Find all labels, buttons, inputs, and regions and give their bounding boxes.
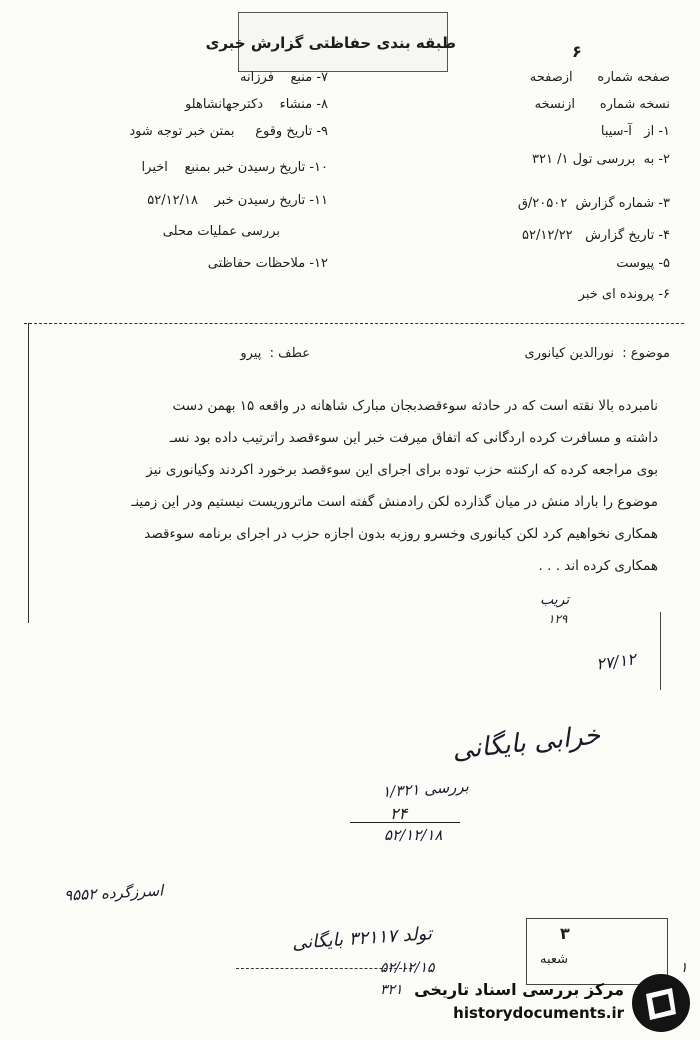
field-source: ۷- منبع فرزانه — [240, 70, 328, 85]
form-title: طبقه بندی حفاظتی گزارش خبری — [205, 34, 456, 52]
bottom-note-sub2: ۳۲۱ — [380, 982, 403, 998]
handwritten-note-1: بررسی ۱/۳۲۱ — [381, 776, 470, 802]
field-event-date: ۹- تاریخ وقوع بمتن خبر توجه شود — [129, 124, 328, 139]
field-report-date: ۴- تاریخ گزارش ۵۲/۱۲/۲۲ — [522, 228, 670, 243]
signature-name: تریب — [540, 592, 570, 608]
subject-value: نورالدین کیانوری — [524, 346, 615, 361]
bottom-stamp-label: شعبه — [540, 952, 569, 967]
bottom-stamp-number: ۳ — [560, 924, 570, 943]
reference-line — [240, 346, 310, 361]
body-line-3: بوی مراجعه کرده که ارکنته حزب توده برای اجرای این سوءقصد برخورد اکردند وکیانوری نیز — [146, 462, 658, 478]
subject-line — [525, 346, 670, 361]
archive-url[interactable]: historydocuments.ir — [453, 1004, 624, 1022]
left-frame-line — [28, 323, 29, 623]
archive-title: مرکز بررسی اسناد تاریخی — [414, 980, 624, 999]
separator-line — [24, 323, 684, 324]
field-copy-number: نسخه شماره ازنسخه — [534, 97, 670, 112]
field-local-ops: بررسی عملیات محلی — [162, 224, 280, 239]
margin-note: ۲۷/۱۲ — [594, 649, 637, 674]
field-page-number: صفحه شماره ازصفحه — [529, 70, 670, 85]
handwritten-main-note: خرابی بایگانی — [450, 720, 602, 766]
page-number: ۶ — [572, 42, 582, 61]
archive-logo-icon — [632, 974, 690, 1032]
field-news-to-source-date: ۱۰- تاریخ رسیدن خبر بمنبع اخیرا — [141, 160, 328, 175]
body-line-5: همکاری نخواهیم کرد لکن کیانوری وخسرو روزبه بدون اجازه حزب در اجرای برنامه سوءقصد — [144, 526, 658, 542]
signature-number: ۱۲۹ — [548, 612, 568, 626]
handwritten-note-2: ۲۴ — [390, 804, 408, 823]
body-line-1: نامبرده بالا نقته است که در حادثه سوءقصدبجان مبارک شاهانه در واقعه ۱۵ بهمن دست — [172, 398, 658, 414]
body-line-4: موضوع را باراد منش در میان گذارده لکن رادمنش گفته است ماتروریست نیستیم ودر این زمینـ — [131, 494, 658, 510]
margin-rule — [660, 612, 661, 690]
body-line-6: همکاری کرده اند . . . — [538, 558, 658, 574]
side-number: ۱ — [680, 960, 688, 976]
body-line-2: داشته و مسافرت کرده اردگانی که اتفاق میرفت خبر این سوءقصد راترتیب داده بود نسـ — [169, 430, 658, 446]
bottom-note-main: تولد ۳۲۱۱۷ بایگانی — [291, 923, 433, 954]
field-to: ۲- به بررسی تول ۱/ ۳۲۱ — [532, 152, 670, 167]
field-attachment: ۵- پیوست — [616, 256, 670, 271]
handwritten-note-3: ۵۲/۱۲/۱۸ — [384, 826, 443, 844]
reference-value: پیرو — [240, 346, 262, 361]
field-report-number: ۳- شماره گزارش ۲۰۵۰۲/ق — [517, 196, 670, 211]
subject-label: موضوع : — [622, 346, 670, 361]
bottom-note-sub: ۵۲/۱۲/۱۵ — [380, 960, 435, 976]
handwritten-left-note: اسرزگرده ۹۵۵۲ — [63, 881, 164, 905]
field-file: ۶- پرونده ای خبر — [578, 287, 670, 302]
handwritten-underline — [350, 822, 460, 823]
field-news-date: ۱۱- تاریخ رسیدن خبر ۵۲/۱۲/۱۸ — [147, 193, 328, 208]
field-security-notes: ۱۲- ملاحظات حفاظتی — [207, 256, 328, 271]
field-from: ۱- از آ-سیبا — [600, 124, 670, 139]
reference-label: عطف : — [269, 346, 310, 361]
field-origin: ۸- منشاء دکترجهانشاهلو — [184, 97, 328, 112]
